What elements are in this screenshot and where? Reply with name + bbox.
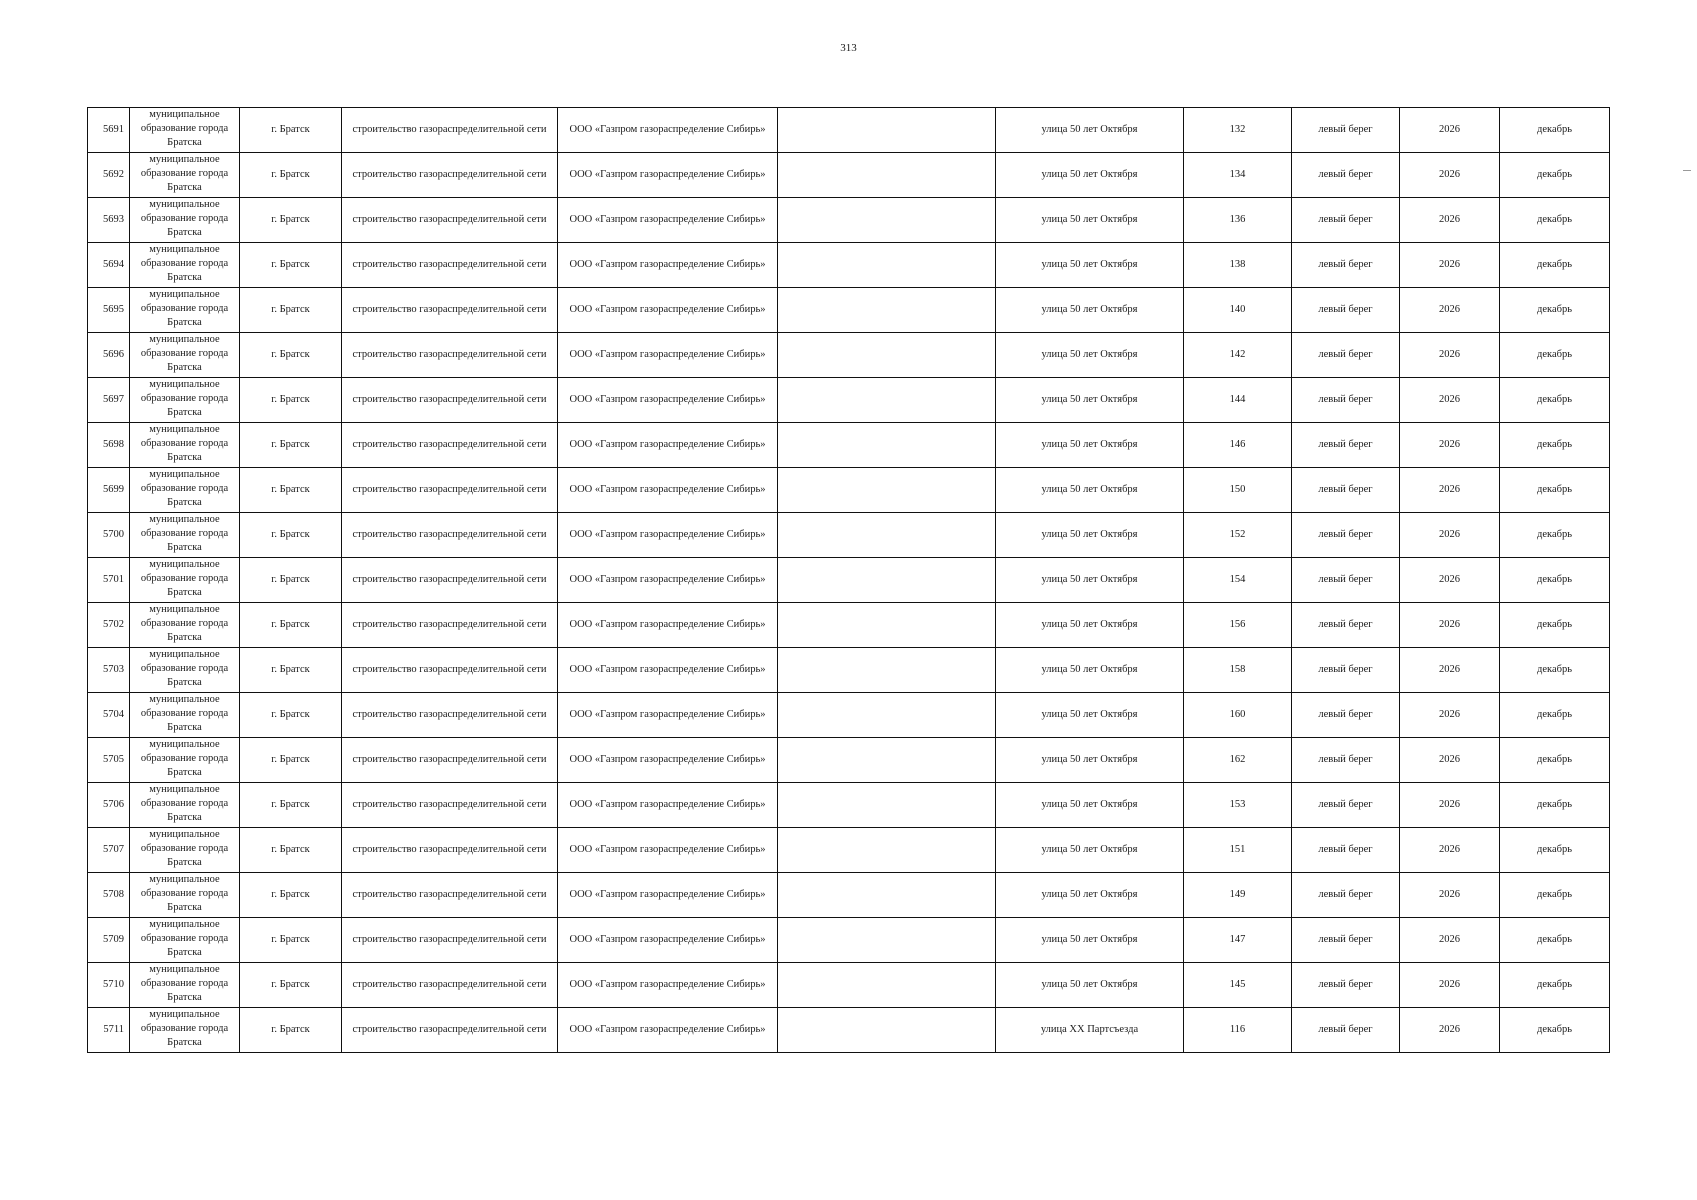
cell-blank (778, 558, 996, 603)
cell-organization: ООО «Газпром газораспределение Сибирь» (558, 648, 778, 693)
cell-number: 5691 (88, 108, 130, 153)
cell-river-bank: левый берег (1292, 918, 1400, 963)
cell-blank (778, 243, 996, 288)
cell-blank (778, 468, 996, 513)
cell-work-type: строительство газораспределительной сети (342, 738, 558, 783)
cell-river-bank: левый берег (1292, 468, 1400, 513)
cell-owner: муниципальное образование города Братска (130, 828, 240, 873)
cell-city: г. Братск (240, 513, 342, 558)
cell-number: 5700 (88, 513, 130, 558)
cell-organization: ООО «Газпром газораспределение Сибирь» (558, 873, 778, 918)
cell-blank (778, 288, 996, 333)
table-row (88, 513, 1610, 558)
cell-street: улица 50 лет Октября (996, 828, 1184, 873)
cell-year: 2026 (1400, 738, 1500, 783)
cell-street: улица 50 лет Октября (996, 648, 1184, 693)
cell-year: 2026 (1400, 288, 1500, 333)
table-row (88, 963, 1610, 1008)
cell-organization: ООО «Газпром газораспределение Сибирь» (558, 198, 778, 243)
cell-work-type: строительство газораспределительной сети (342, 918, 558, 963)
cell-number: 5706 (88, 783, 130, 828)
cell-blank (778, 198, 996, 243)
cell-river-bank: левый берег (1292, 243, 1400, 288)
cell-house-number: 152 (1184, 513, 1292, 558)
cell-owner: муниципальное образование города Братска (130, 198, 240, 243)
cell-city: г. Братск (240, 828, 342, 873)
table-row (88, 243, 1610, 288)
cell-blank (778, 603, 996, 648)
cell-organization: ООО «Газпром газораспределение Сибирь» (558, 153, 778, 198)
cell-number: 5705 (88, 738, 130, 783)
cell-work-type: строительство газораспределительной сети (342, 603, 558, 648)
cell-year: 2026 (1400, 378, 1500, 423)
cell-blank (778, 963, 996, 1008)
cell-blank (778, 693, 996, 738)
cell-city: г. Братск (240, 243, 342, 288)
cell-river-bank: левый берег (1292, 648, 1400, 693)
cell-river-bank: левый берег (1292, 603, 1400, 648)
cell-year: 2026 (1400, 648, 1500, 693)
cell-blank (778, 918, 996, 963)
cell-owner: муниципальное образование города Братска (130, 468, 240, 513)
cell-house-number: 136 (1184, 198, 1292, 243)
table-row (88, 783, 1610, 828)
cell-year: 2026 (1400, 468, 1500, 513)
cell-river-bank: левый берег (1292, 423, 1400, 468)
cell-city: г. Братск (240, 468, 342, 513)
cell-blank (778, 648, 996, 693)
cell-year: 2026 (1400, 918, 1500, 963)
cell-city: г. Братск (240, 198, 342, 243)
cell-owner: муниципальное образование города Братска (130, 648, 240, 693)
cell-city: г. Братск (240, 648, 342, 693)
cell-work-type: строительство газораспределительной сети (342, 1008, 558, 1053)
cell-organization: ООО «Газпром газораспределение Сибирь» (558, 558, 778, 603)
cell-river-bank: левый берег (1292, 378, 1400, 423)
cell-street: улица 50 лет Октября (996, 963, 1184, 1008)
cell-street: улица 50 лет Октября (996, 918, 1184, 963)
cell-river-bank: левый берег (1292, 333, 1400, 378)
cell-river-bank: левый берег (1292, 1008, 1400, 1053)
cell-house-number: 158 (1184, 648, 1292, 693)
cell-month: декабрь (1500, 378, 1610, 423)
cell-city: г. Братск (240, 738, 342, 783)
cell-blank (778, 873, 996, 918)
cell-house-number: 116 (1184, 1008, 1292, 1053)
cell-owner: муниципальное образование города Братска (130, 243, 240, 288)
cell-month: декабрь (1500, 198, 1610, 243)
cell-work-type: строительство газораспределительной сети (342, 828, 558, 873)
cell-blank (778, 333, 996, 378)
cell-month: декабрь (1500, 783, 1610, 828)
cell-river-bank: левый берег (1292, 288, 1400, 333)
cell-organization: ООО «Газпром газораспределение Сибирь» (558, 603, 778, 648)
cell-river-bank: левый берег (1292, 783, 1400, 828)
cell-work-type: строительство газораспределительной сети (342, 108, 558, 153)
cell-year: 2026 (1400, 243, 1500, 288)
cell-organization: ООО «Газпром газораспределение Сибирь» (558, 108, 778, 153)
cell-year: 2026 (1400, 153, 1500, 198)
cell-blank (778, 108, 996, 153)
cell-blank (778, 153, 996, 198)
cell-city: г. Братск (240, 918, 342, 963)
cell-street: улица XX Партсъезда (996, 1008, 1184, 1053)
cell-year: 2026 (1400, 198, 1500, 243)
cell-work-type: строительство газораспределительной сети (342, 783, 558, 828)
cell-city: г. Братск (240, 873, 342, 918)
cell-city: г. Братск (240, 1008, 342, 1053)
cell-blank (778, 738, 996, 783)
table-row (88, 1008, 1610, 1053)
cell-work-type: строительство газораспределительной сети (342, 513, 558, 558)
cell-river-bank: левый берег (1292, 108, 1400, 153)
cell-owner: муниципальное образование города Братска (130, 378, 240, 423)
cell-owner: муниципальное образование города Братска (130, 963, 240, 1008)
cell-street: улица 50 лет Октября (996, 288, 1184, 333)
cell-work-type: строительство газораспределительной сети (342, 468, 558, 513)
cell-city: г. Братск (240, 783, 342, 828)
cell-blank (778, 423, 996, 468)
table-row (88, 198, 1610, 243)
cell-organization: ООО «Газпром газораспределение Сибирь» (558, 1008, 778, 1053)
cell-organization: ООО «Газпром газораспределение Сибирь» (558, 783, 778, 828)
cell-river-bank: левый берег (1292, 873, 1400, 918)
cell-organization: ООО «Газпром газораспределение Сибирь» (558, 738, 778, 783)
cell-house-number: 160 (1184, 693, 1292, 738)
table-row (88, 288, 1610, 333)
cell-number: 5694 (88, 243, 130, 288)
cell-house-number: 147 (1184, 918, 1292, 963)
table-row (88, 558, 1610, 603)
cell-owner: муниципальное образование города Братска (130, 108, 240, 153)
cell-work-type: строительство газораспределительной сети (342, 333, 558, 378)
cell-work-type: строительство газораспределительной сети (342, 288, 558, 333)
cell-city: г. Братск (240, 693, 342, 738)
cell-number: 5702 (88, 603, 130, 648)
cell-organization: ООО «Газпром газораспределение Сибирь» (558, 378, 778, 423)
cell-street: улица 50 лет Октября (996, 243, 1184, 288)
cell-work-type: строительство газораспределительной сети (342, 693, 558, 738)
cell-number: 5709 (88, 918, 130, 963)
cell-house-number: 132 (1184, 108, 1292, 153)
cell-number: 5711 (88, 1008, 130, 1053)
cell-owner: муниципальное образование города Братска (130, 738, 240, 783)
cell-blank (778, 378, 996, 423)
cell-month: декабрь (1500, 468, 1610, 513)
cell-month: декабрь (1500, 873, 1610, 918)
table-row (88, 108, 1610, 153)
table-row (88, 648, 1610, 693)
cell-organization: ООО «Газпром газораспределение Сибирь» (558, 918, 778, 963)
cell-number: 5697 (88, 378, 130, 423)
table-row (88, 603, 1610, 648)
cell-owner: муниципальное образование города Братска (130, 333, 240, 378)
cell-street: улица 50 лет Октября (996, 333, 1184, 378)
cell-owner: муниципальное образование города Братска (130, 918, 240, 963)
cell-number: 5696 (88, 333, 130, 378)
cell-organization: ООО «Газпром газораспределение Сибирь» (558, 423, 778, 468)
cell-city: г. Братск (240, 423, 342, 468)
cell-river-bank: левый берег (1292, 153, 1400, 198)
cell-house-number: 138 (1184, 243, 1292, 288)
cell-work-type: строительство газораспределительной сети (342, 648, 558, 693)
cell-number: 5695 (88, 288, 130, 333)
cell-owner: муниципальное образование города Братска (130, 1008, 240, 1053)
cell-number: 5710 (88, 963, 130, 1008)
cell-year: 2026 (1400, 333, 1500, 378)
cell-month: декабрь (1500, 918, 1610, 963)
cell-month: декабрь (1500, 648, 1610, 693)
cell-city: г. Братск (240, 333, 342, 378)
table-body (88, 108, 1610, 1053)
cell-owner: муниципальное образование города Братска (130, 153, 240, 198)
cell-street: улица 50 лет Октября (996, 513, 1184, 558)
table-row (88, 873, 1610, 918)
table-row (88, 918, 1610, 963)
page-number: 313 (840, 42, 857, 54)
cell-year: 2026 (1400, 873, 1500, 918)
cell-house-number: 134 (1184, 153, 1292, 198)
cell-street: улица 50 лет Октября (996, 378, 1184, 423)
cell-month: декабрь (1500, 153, 1610, 198)
cell-owner: муниципальное образование города Братска (130, 423, 240, 468)
cell-year: 2026 (1400, 603, 1500, 648)
cell-house-number: 156 (1184, 603, 1292, 648)
cell-owner: муниципальное образование города Братска (130, 783, 240, 828)
cell-street: улица 50 лет Октября (996, 693, 1184, 738)
cell-river-bank: левый берег (1292, 513, 1400, 558)
cell-street: улица 50 лет Октября (996, 153, 1184, 198)
cell-city: г. Братск (240, 963, 342, 1008)
table-row (88, 468, 1610, 513)
cell-month: декабрь (1500, 738, 1610, 783)
cell-organization: ООО «Газпром газораспределение Сибирь» (558, 693, 778, 738)
cell-house-number: 154 (1184, 558, 1292, 603)
cell-owner: муниципальное образование города Братска (130, 873, 240, 918)
cell-month: декабрь (1500, 288, 1610, 333)
cell-blank (778, 513, 996, 558)
cell-street: улица 50 лет Октября (996, 603, 1184, 648)
cell-city: г. Братск (240, 108, 342, 153)
cell-work-type: строительство газораспределительной сети (342, 153, 558, 198)
cell-number: 5698 (88, 423, 130, 468)
cell-number: 5707 (88, 828, 130, 873)
cell-year: 2026 (1400, 558, 1500, 603)
cell-street: улица 50 лет Октября (996, 738, 1184, 783)
cell-month: декабрь (1500, 603, 1610, 648)
cell-blank (778, 828, 996, 873)
cell-number: 5704 (88, 693, 130, 738)
cell-month: декабрь (1500, 963, 1610, 1008)
cell-work-type: строительство газораспределительной сети (342, 873, 558, 918)
cell-organization: ООО «Газпром газораспределение Сибирь» (558, 243, 778, 288)
registry-table (87, 107, 1610, 1053)
cell-street: улица 50 лет Октября (996, 558, 1184, 603)
cell-house-number: 150 (1184, 468, 1292, 513)
cell-year: 2026 (1400, 963, 1500, 1008)
cell-street: улица 50 лет Октября (996, 783, 1184, 828)
cell-river-bank: левый берег (1292, 198, 1400, 243)
cell-organization: ООО «Газпром газораспределение Сибирь» (558, 333, 778, 378)
table-row (88, 693, 1610, 738)
cell-owner: муниципальное образование города Братска (130, 693, 240, 738)
cell-number: 5692 (88, 153, 130, 198)
cell-house-number: 140 (1184, 288, 1292, 333)
cell-year: 2026 (1400, 693, 1500, 738)
cell-river-bank: левый берег (1292, 558, 1400, 603)
table-row (88, 153, 1610, 198)
cell-street: улица 50 лет Октября (996, 198, 1184, 243)
cell-city: г. Братск (240, 378, 342, 423)
cell-city: г. Братск (240, 288, 342, 333)
table-row (88, 738, 1610, 783)
cell-river-bank: левый берег (1292, 828, 1400, 873)
cell-number: 5701 (88, 558, 130, 603)
cell-work-type: строительство газораспределительной сети (342, 963, 558, 1008)
cell-house-number: 153 (1184, 783, 1292, 828)
cell-number: 5693 (88, 198, 130, 243)
cell-owner: муниципальное образование города Братска (130, 603, 240, 648)
cell-house-number: 146 (1184, 423, 1292, 468)
margin-mark (1683, 170, 1691, 171)
cell-month: декабрь (1500, 108, 1610, 153)
cell-month: декабрь (1500, 423, 1610, 468)
cell-blank (778, 1008, 996, 1053)
cell-month: декабрь (1500, 693, 1610, 738)
cell-city: г. Братск (240, 603, 342, 648)
cell-month: декабрь (1500, 243, 1610, 288)
cell-river-bank: левый берег (1292, 693, 1400, 738)
cell-number: 5708 (88, 873, 130, 918)
cell-house-number: 151 (1184, 828, 1292, 873)
cell-work-type: строительство газораспределительной сети (342, 558, 558, 603)
cell-street: улица 50 лет Октября (996, 873, 1184, 918)
cell-owner: муниципальное образование города Братска (130, 513, 240, 558)
cell-organization: ООО «Газпром газораспределение Сибирь» (558, 513, 778, 558)
table-row (88, 423, 1610, 468)
cell-year: 2026 (1400, 108, 1500, 153)
cell-street: улица 50 лет Октября (996, 423, 1184, 468)
cell-house-number: 144 (1184, 378, 1292, 423)
cell-year: 2026 (1400, 783, 1500, 828)
cell-year: 2026 (1400, 513, 1500, 558)
cell-work-type: строительство газораспределительной сети (342, 198, 558, 243)
cell-city: г. Братск (240, 558, 342, 603)
cell-owner: муниципальное образование города Братска (130, 288, 240, 333)
cell-month: декабрь (1500, 513, 1610, 558)
cell-house-number: 162 (1184, 738, 1292, 783)
cell-month: декабрь (1500, 558, 1610, 603)
cell-organization: ООО «Газпром газораспределение Сибирь» (558, 963, 778, 1008)
cell-river-bank: левый берег (1292, 963, 1400, 1008)
cell-city: г. Братск (240, 153, 342, 198)
cell-work-type: строительство газораспределительной сети (342, 378, 558, 423)
cell-number: 5703 (88, 648, 130, 693)
cell-month: декабрь (1500, 828, 1610, 873)
table-row (88, 828, 1610, 873)
cell-month: декабрь (1500, 1008, 1610, 1053)
cell-street: улица 50 лет Октября (996, 108, 1184, 153)
cell-work-type: строительство газораспределительной сети (342, 243, 558, 288)
cell-organization: ООО «Газпром газораспределение Сибирь» (558, 468, 778, 513)
cell-street: улица 50 лет Октября (996, 468, 1184, 513)
table-row (88, 333, 1610, 378)
cell-owner: муниципальное образование города Братска (130, 558, 240, 603)
cell-month: декабрь (1500, 333, 1610, 378)
cell-year: 2026 (1400, 1008, 1500, 1053)
cell-blank (778, 783, 996, 828)
table-row (88, 378, 1610, 423)
cell-house-number: 149 (1184, 873, 1292, 918)
cell-work-type: строительство газораспределительной сети (342, 423, 558, 468)
cell-year: 2026 (1400, 828, 1500, 873)
cell-house-number: 145 (1184, 963, 1292, 1008)
cell-organization: ООО «Газпром газораспределение Сибирь» (558, 288, 778, 333)
cell-house-number: 142 (1184, 333, 1292, 378)
cell-number: 5699 (88, 468, 130, 513)
cell-river-bank: левый берег (1292, 738, 1400, 783)
cell-organization: ООО «Газпром газораспределение Сибирь» (558, 828, 778, 873)
cell-year: 2026 (1400, 423, 1500, 468)
